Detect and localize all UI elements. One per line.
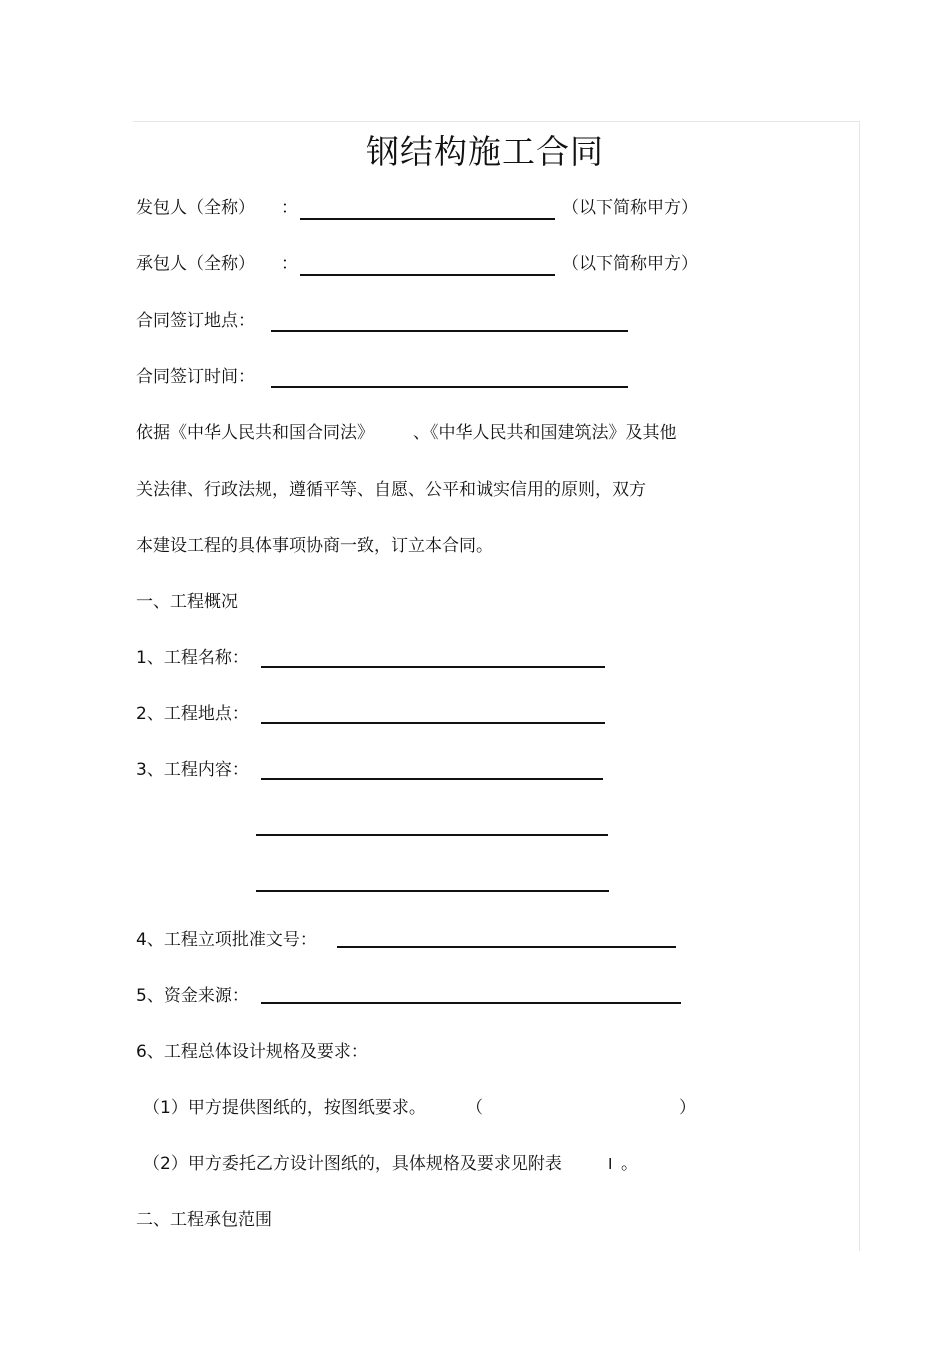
section-2-heading: 二、工程承包范围	[136, 1210, 272, 1230]
approval-number-label: 4、工程立项批准文号：	[136, 930, 317, 950]
party-b-suffix: （以下简称甲方）	[562, 254, 698, 274]
project-content-blank-2[interactable]	[256, 834, 608, 836]
design-option-1-text: （1）甲方提供图纸的，按图纸要求。	[143, 1098, 426, 1118]
party-b-label: 承包人（全称）	[136, 254, 255, 274]
sign-time-label: 合同签订时间：	[136, 367, 255, 387]
party-a-label: 发包人（全称）	[136, 198, 255, 218]
preamble-line-3: 本建设工程的具体事项协商一致，订立本合同。	[136, 536, 493, 556]
preamble-line-1b: 、《中华人民共和国建筑法》及其他	[413, 423, 677, 443]
party-a-suffix: （以下简称甲方）	[562, 198, 698, 218]
design-option-2-period: 。	[621, 1154, 638, 1174]
design-option-1-close-paren: ）	[679, 1098, 696, 1118]
party-a-blank[interactable]	[300, 218, 555, 220]
project-name-label: 1、工程名称：	[136, 648, 249, 668]
funding-source-blank[interactable]	[261, 1002, 681, 1004]
page-border-right	[859, 121, 860, 1251]
project-content-blank-3[interactable]	[256, 890, 609, 892]
project-content-label: 3、工程内容：	[136, 760, 249, 780]
design-spec-label: 6、工程总体设计规格及要求：	[136, 1042, 368, 1062]
document-title: 钢结构施工合同	[366, 132, 604, 171]
page-border-top	[133, 121, 860, 122]
sign-place-blank[interactable]	[271, 330, 628, 332]
preamble-line-2: 关法律、行政法规，遵循平等、自愿、公平和诚实信用的原则，双方	[136, 480, 646, 500]
approval-number-blank[interactable]	[337, 946, 676, 948]
design-option-2-text: （2）甲方委托乙方设计图纸的，具体规格及要求见附表	[143, 1154, 562, 1174]
party-b-blank[interactable]	[300, 274, 555, 276]
section-1-heading: 一、工程概况	[136, 592, 238, 612]
sign-place-label: 合同签订地点：	[136, 311, 255, 331]
project-location-blank[interactable]	[261, 722, 605, 724]
party-b-colon: ：	[281, 254, 298, 274]
project-name-blank[interactable]	[261, 666, 605, 668]
design-option-1-open-paren: （	[466, 1098, 483, 1118]
party-a-colon: ：	[281, 198, 298, 218]
sign-time-blank[interactable]	[271, 386, 628, 388]
project-location-label: 2、工程地点：	[136, 704, 249, 724]
project-content-blank-1[interactable]	[261, 778, 603, 780]
preamble-line-1a: 依据《中华人民共和国合同法》	[136, 423, 374, 443]
funding-source-label: 5、资金来源：	[136, 986, 249, 1006]
appendix-numeral: Ⅰ	[608, 1155, 613, 1173]
